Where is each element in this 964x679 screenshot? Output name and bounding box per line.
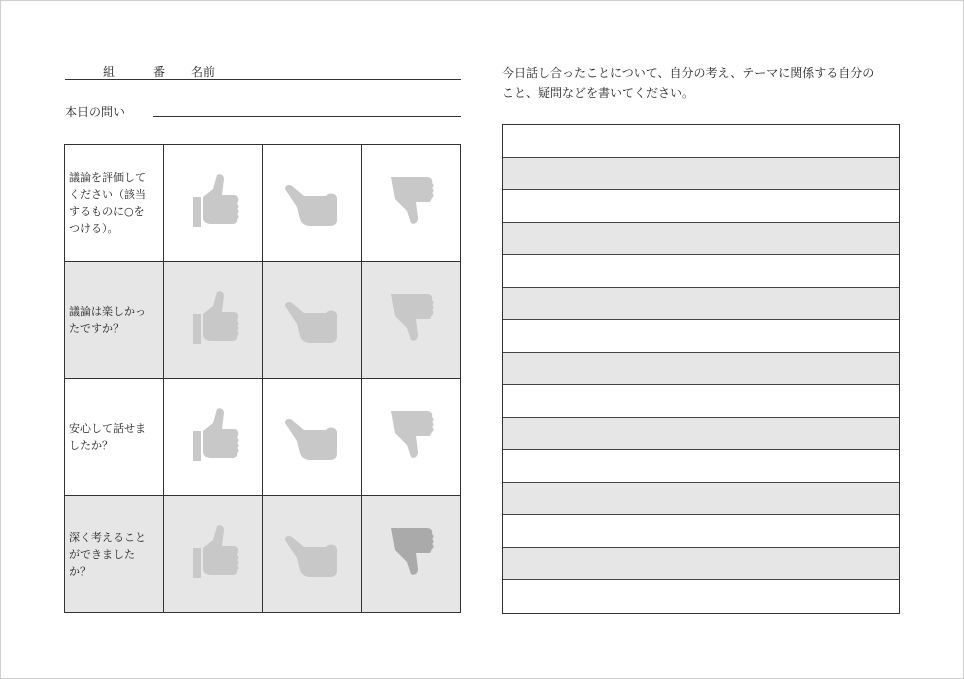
question-label: 本日の問い <box>65 105 126 119</box>
rating-question <box>65 379 164 496</box>
writing-line[interactable] <box>503 483 899 516</box>
question-text-line: するものに○を <box>69 205 145 218</box>
thumbs-up-icon <box>164 407 262 467</box>
writing-line[interactable] <box>503 385 899 418</box>
thumbs-down-icon <box>362 173 460 233</box>
thumbs-sideways-icon <box>263 528 361 580</box>
rating-option-good[interactable] <box>164 379 263 496</box>
writing-line[interactable] <box>503 580 899 613</box>
prompt-line: 今日話し合ったことについて、自分の考え、テーマに関係する自分の <box>502 66 875 80</box>
writing-line[interactable] <box>503 515 899 548</box>
question-write-line[interactable] <box>153 116 461 117</box>
name-label: 名前 <box>191 65 216 79</box>
rating-option-good[interactable] <box>164 262 263 379</box>
writing-line[interactable] <box>503 255 899 288</box>
rating-question <box>65 496 164 613</box>
question-text-line: か？ <box>69 564 91 578</box>
writing-line[interactable] <box>503 190 899 223</box>
writing-area <box>502 124 900 614</box>
rating-option-bad[interactable] <box>362 262 461 379</box>
thumbs-sideways-icon <box>263 177 361 229</box>
thumbs-sideways-icon <box>263 411 361 463</box>
rating-row-fun <box>65 262 461 379</box>
writing-line[interactable] <box>503 158 899 191</box>
rating-option-neutral[interactable] <box>263 145 362 262</box>
thumbs-sideways-icon <box>263 294 361 346</box>
rating-question <box>65 145 164 262</box>
number-label: 番 <box>153 65 166 79</box>
question-text-line: 安心して話せま <box>69 422 146 435</box>
rating-option-neutral[interactable] <box>263 496 362 613</box>
rating-option-neutral[interactable] <box>263 379 362 496</box>
question-text-line: ができました <box>69 547 135 561</box>
rating-option-neutral[interactable] <box>263 262 362 379</box>
rating-row-deep <box>65 496 461 613</box>
evaluation-table <box>64 144 461 613</box>
question-line <box>65 103 461 119</box>
question-text-line: 深く考えること <box>69 530 146 544</box>
question-text-line: ください（該当 <box>69 188 146 201</box>
writing-line[interactable] <box>503 320 899 353</box>
writing-line[interactable] <box>503 353 899 386</box>
writing-line[interactable] <box>503 548 899 581</box>
student-info-line <box>65 63 461 80</box>
writing-line[interactable] <box>503 125 899 158</box>
reflection-prompt <box>502 63 902 103</box>
rating-row-evaluate <box>65 145 461 262</box>
prompt-line: こと、疑問などを書いてください。 <box>502 86 695 100</box>
thumbs-down-icon <box>362 290 460 350</box>
class-label: 組 <box>103 65 116 79</box>
thumbs-down-icon <box>362 524 460 584</box>
thumbs-up-icon <box>164 524 262 584</box>
rating-option-bad[interactable] <box>362 145 461 262</box>
rating-option-bad[interactable] <box>362 379 461 496</box>
rating-row-safe <box>65 379 461 496</box>
thumbs-up-icon <box>164 173 262 233</box>
question-text-line: つける）。 <box>69 222 119 235</box>
question-text-line: 議論は楽しかっ <box>69 305 146 318</box>
question-text-line: したか？ <box>69 439 113 452</box>
question-text-line: 議論を評価して <box>69 171 146 184</box>
writing-line[interactable] <box>503 223 899 256</box>
thumbs-up-icon <box>164 290 262 350</box>
rating-option-good[interactable] <box>164 496 263 613</box>
writing-line[interactable] <box>503 418 899 451</box>
rating-option-good[interactable] <box>164 145 263 262</box>
rating-option-bad[interactable] <box>362 496 461 613</box>
writing-line[interactable] <box>503 450 899 483</box>
question-text-line: たですか？ <box>69 322 124 335</box>
rating-question <box>65 262 164 379</box>
thumbs-down-icon <box>362 407 460 467</box>
writing-line[interactable] <box>503 288 899 321</box>
